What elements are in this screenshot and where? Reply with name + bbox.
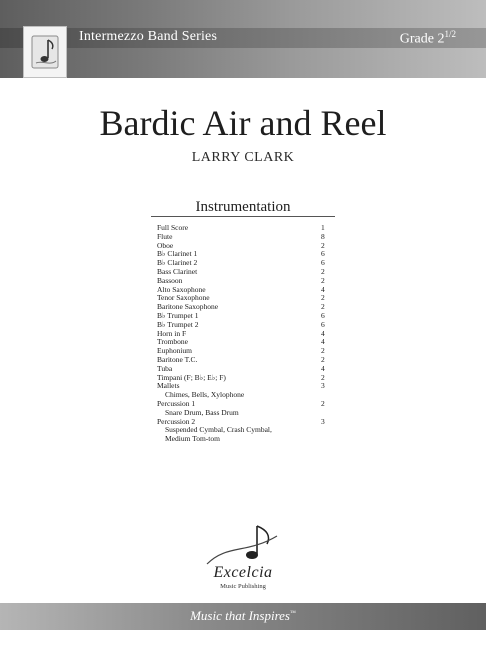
- instrument-name: Euphonium: [157, 346, 192, 356]
- divider: [151, 216, 335, 217]
- instrument-quantity: 2: [321, 346, 325, 356]
- instrument-quantity: 1: [321, 223, 325, 232]
- instrument-quantity: 2: [321, 275, 325, 285]
- instrument-quantity: 4: [321, 337, 325, 347]
- music-note-logo-icon: [23, 26, 67, 78]
- instrument-name: Timpani (F; B♭; E♭; F): [157, 372, 226, 382]
- instrument-name: B♭ Clarinet 2: [157, 258, 198, 268]
- instrument-name: B♭ Clarinet 1: [157, 249, 198, 259]
- instrument-quantity: 3: [321, 416, 325, 426]
- instrumentation-heading: Instrumentation: [195, 199, 291, 215]
- instrument-name: Bass Clarinet: [157, 266, 198, 276]
- composer-name: LARRY CLARK: [191, 150, 295, 165]
- instrument-quantity: [321, 426, 337, 435]
- instrument-name: Alto Saxophone: [157, 284, 206, 294]
- instrument-row: [157, 233, 337, 242]
- instrument-name: Tenor Saxophone: [157, 293, 210, 303]
- footer-tagline: [0, 608, 486, 624]
- instrument-quantity: 4: [321, 328, 325, 338]
- instrument-quantity: 6: [321, 319, 325, 329]
- instrument-quantity: 2: [321, 266, 325, 276]
- instrument-quantity: 3: [321, 381, 325, 391]
- instrument-name: Chimes, Bells, Xylophone: [165, 390, 245, 400]
- instrument-name: Percussion 2: [157, 416, 196, 426]
- grade-prefix: Grade 2: [399, 31, 445, 47]
- instrument-quantity: 2: [321, 240, 325, 250]
- trademark-mark: ™: [290, 610, 296, 617]
- grade-level: [400, 29, 456, 48]
- instrument-quantity: 2: [321, 372, 325, 382]
- instrument-row: [157, 356, 337, 365]
- instrument-row: [157, 268, 337, 277]
- instrument-name: Percussion 1: [157, 398, 196, 408]
- instrument-name: Flute: [157, 231, 173, 241]
- instrument-quantity: 2: [321, 302, 325, 312]
- instrument-name: Full Score: [157, 223, 189, 232]
- instrument-name: Baritone Saxophone: [157, 302, 219, 312]
- instrument-name: Medium Tom-tom: [165, 434, 220, 444]
- instrument-quantity: 8: [321, 231, 325, 241]
- instrument-name: Oboe: [157, 240, 174, 250]
- instrument-quantity: 6: [321, 258, 325, 268]
- instrument-name: Horn in F: [157, 328, 187, 338]
- instrument-name: Mallets: [157, 381, 180, 391]
- instrument-name: Suspended Cymbal, Crash Cymbal,: [165, 425, 272, 435]
- piece-title: Bardic Air and Reel: [99, 103, 387, 143]
- instrument-quantity: 4: [321, 363, 325, 373]
- instrument-quantity: 2: [321, 354, 325, 364]
- instrument-name: Baritone T.C.: [157, 354, 198, 364]
- grade-fraction: 1/2: [444, 29, 456, 39]
- instrument-quantity: 6: [321, 310, 325, 320]
- instrumentation-list: [157, 224, 337, 444]
- series-name: Intermezzo Band Series: [79, 29, 218, 44]
- instrument-quantity: 2: [321, 398, 325, 408]
- instrument-quantity: 6: [321, 249, 325, 259]
- instrument-subitem: [157, 435, 337, 444]
- instrument-name: B♭ Trumpet 2: [157, 319, 199, 329]
- instrument-row: [157, 374, 337, 383]
- tagline-text: Music that Inspires: [190, 608, 290, 623]
- instrument-name: Snare Drum, Bass Drum: [165, 407, 239, 417]
- instrument-quantity: 4: [321, 284, 325, 294]
- instrument-quantity: 2: [321, 293, 325, 303]
- publisher-subtitle: Music Publishing: [220, 583, 266, 590]
- publisher-name: Excelcia: [213, 564, 273, 581]
- instrument-quantity: [321, 435, 337, 444]
- instrument-name: Tuba: [157, 363, 173, 373]
- instrument-name: Trombone: [157, 337, 188, 347]
- instrument-name: Bassoon: [157, 275, 183, 285]
- instrument-name: B♭ Trumpet 1: [157, 310, 199, 320]
- instrument-row: [157, 224, 337, 233]
